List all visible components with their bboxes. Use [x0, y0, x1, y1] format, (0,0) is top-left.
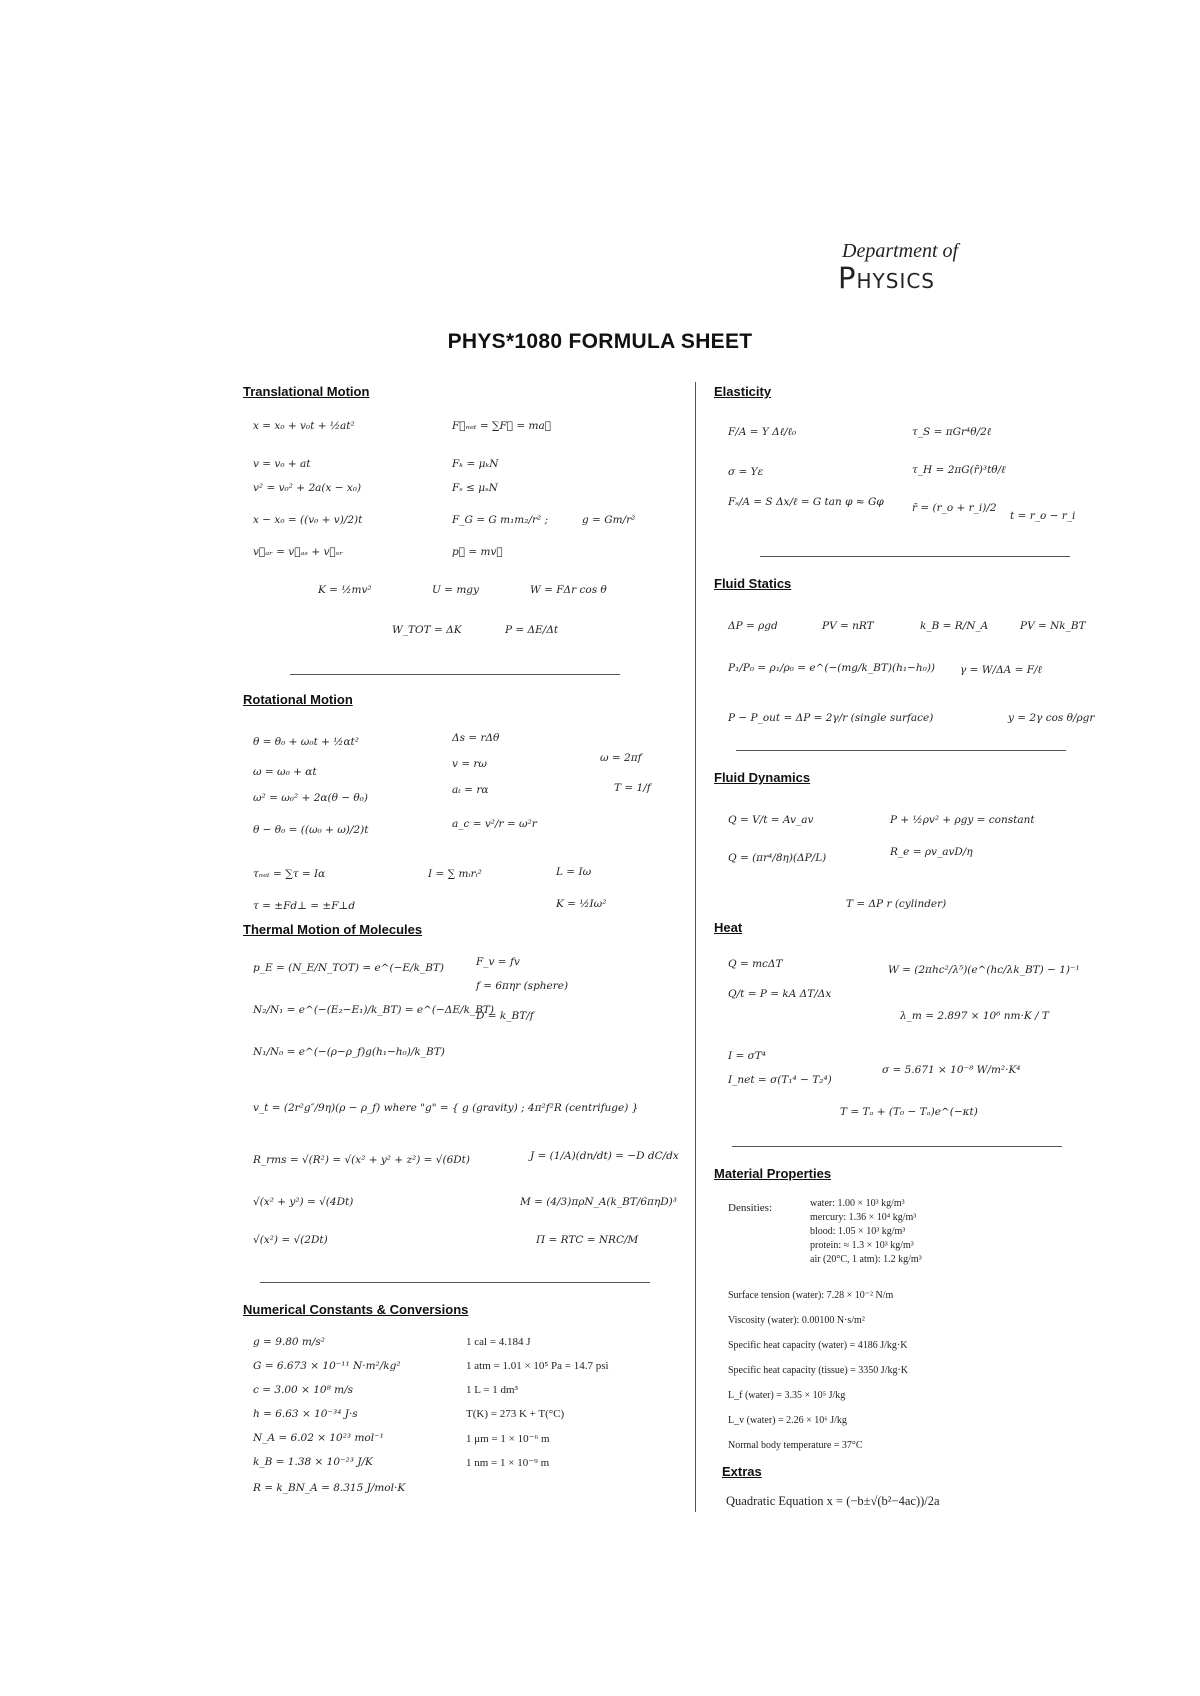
quadratic-equation: Quadratic Equation x = (−b±√(b²−4ac))/2a [726, 1494, 940, 1508]
translational-eq-1: x = x₀ + v₀t + ½at² [253, 420, 355, 432]
thermal-eq-13: Π = RTC = NRC/M [536, 1234, 639, 1246]
thermal-eq-12: √(x²) = √(2Dt) [253, 1234, 328, 1246]
conversion-2: 1 atm = 1.01 × 10⁵ Pa = 14.7 psi [466, 1360, 609, 1372]
rotational-eq-6: v = rω [452, 758, 487, 770]
thermal-eq-7: v_t = (2r²g″/9η)(ρ − ρ_f) where "g" = { g (gravity) ; 4π²f²R (centrifuge) } [253, 1102, 639, 1114]
thermal-eq-4: F_v = fv [476, 956, 520, 968]
rotational-eq-5: Δs = rΔθ [452, 732, 500, 744]
density-air: air (20°C, 1 atm): 1.2 kg/m³ [810, 1254, 922, 1265]
fluid-dynamics-eq-1: Q = V/t = Av_av [728, 814, 814, 826]
fluid-dynamics-eq-4: R_e = ρv_avD/η [890, 846, 973, 858]
heat-eq-3: W = (2πhc²/λ⁵)(e^(hc/λk_BT) − 1)⁻¹ [888, 964, 1080, 976]
thermal-eq-5: f = 6πηr (sphere) [476, 980, 569, 992]
translational-eq-8: Fₛ ≤ μₛN [452, 482, 498, 494]
conversion-5: 1 μm = 1 × 10⁻⁶ m [466, 1433, 550, 1445]
elasticity-eq-3: Fₛ/A = S Δx/ℓ = G tan φ ≈ Gφ [728, 496, 884, 508]
constant-3: c = 3.00 × 10⁸ m/s [253, 1384, 353, 1396]
rotational-eq-14: τ = ±Fd⊥ = ±F⊥d [253, 900, 356, 912]
constant-1: g = 9.80 m/s² [253, 1336, 326, 1348]
constant-7: R = k_BN_A = 8.315 J/mol·K [253, 1482, 406, 1494]
department-name: Physics [838, 261, 935, 295]
elasticity-eq-7: t = r_o − r_i [1010, 510, 1076, 522]
translational-eq-5: v⃗ₐᵣ = v⃗ₐₛ + v⃗ₛᵣ [253, 546, 343, 558]
translational-eq-14: W = FΔr cos θ [530, 584, 607, 596]
rotational-eq-3: ω² = ω₀² + 2α(θ − θ₀) [253, 792, 368, 804]
translational-eq-2: v = v₀ + at [253, 458, 311, 470]
rotational-eq-4: θ − θ₀ = ((ω₀ + ω)/2)t [253, 824, 369, 836]
constant-5: N_A = 6.02 × 10²³ mol⁻¹ [253, 1432, 384, 1444]
rotational-eq-1: θ = θ₀ + ω₀t + ½αt² [253, 736, 359, 748]
conversion-1: 1 cal = 4.184 J [466, 1336, 531, 1348]
elasticity-eq-5: τ_H = 2πG(r̄)³tθ/ℓ [912, 464, 1006, 476]
translational-eq-16: P = ΔE/Δt [505, 624, 559, 636]
translational-eq-10: g = Gm/r² [582, 514, 636, 526]
rotational-eq-2: ω = ω₀ + αt [253, 766, 317, 778]
divider-heat [732, 1146, 1062, 1147]
heat-eq-1: Q = mcΔT [728, 958, 783, 970]
divider-translational [290, 674, 620, 675]
rotational-eq-13: L = Iω [556, 866, 592, 878]
property-surface-tension: Surface tension (water): 7.28 × 10⁻² N/m [728, 1290, 894, 1301]
fluid-dynamics-eq-2: P + ½ρv² + ρgy = constant [890, 814, 1035, 826]
property-body-temperature: Normal body temperature = 37°C [728, 1440, 863, 1451]
property-viscosity: Viscosity (water): 0.00100 N·s/m² [728, 1315, 865, 1326]
thermal-eq-9: J = (1/A)(dn/dt) = −D dC/dx [530, 1150, 679, 1162]
elasticity-eq-4: τ_S = πGr⁴θ/2ℓ [912, 426, 992, 438]
fluid-statics-eq-3: k_B = R/N_A [920, 620, 989, 632]
heat-eq-5: I = σT⁴ [728, 1050, 767, 1062]
elasticity-eq-6: r̄ = (r_o + r_i)/2 [912, 502, 997, 514]
constant-2: G = 6.673 × 10⁻¹¹ N·m²/kg² [253, 1360, 401, 1372]
fluid-statics-eq-2: PV = nRT [822, 620, 874, 632]
fluid-statics-eq-4: PV = Nk_BT [1020, 620, 1086, 632]
translational-eq-6: F⃗ₙₑₜ = ∑F⃗ = ma⃗ [452, 420, 552, 432]
fluid-statics-eq-8: y = 2γ cos θ/ρgr [1008, 712, 1095, 724]
elasticity-eq-1: F/A = Y Δℓ/ℓ₀ [728, 426, 797, 438]
section-rotational-motion: Rotational Motion [243, 692, 353, 707]
density-blood: blood: 1.05 × 10³ kg/m³ [810, 1226, 906, 1237]
fluid-statics-eq-5: P₁/P₀ = ρ₁/ρ₀ = e^(−(mg/k_BT)(h₁−h₀)) [728, 662, 936, 674]
fluid-dynamics-eq-5: T = ΔP r (cylinder) [846, 898, 947, 910]
constant-4: h = 6.63 × 10⁻³⁴ J·s [253, 1408, 358, 1420]
fluid-statics-eq-6: γ = W/ΔA = F/ℓ [960, 664, 1042, 676]
section-heat: Heat [714, 920, 743, 935]
rotational-eq-12: I = ∑ mᵢrᵢ² [428, 868, 482, 880]
density-protein: protein: ≈ 1.3 × 10³ kg/m³ [810, 1240, 914, 1251]
section-thermal-motion: Thermal Motion of Molecules [243, 922, 423, 937]
elasticity-eq-2: σ = Yε [728, 466, 764, 478]
translational-eq-11: p⃗ = mv⃗ [452, 546, 503, 558]
section-constants: Numerical Constants & Conversions [243, 1302, 469, 1317]
rotational-eq-8: a_c = v²/r = ω²r [452, 818, 537, 830]
thermal-eq-10: √(x² + y²) = √(4Dt) [253, 1196, 354, 1208]
heat-eq-6: I_net = σ(T₁⁴ − T₂⁴) [728, 1074, 832, 1086]
thermal-eq-8: R_rms = √(R²) = √(x² + y² + z²) = √(6Dt) [253, 1154, 470, 1166]
section-elasticity: Elasticity [714, 384, 772, 399]
fluid-statics-eq-7: P − P_out = ΔP = 2γ/r (single surface) [728, 712, 934, 724]
department-line: Department of [842, 240, 959, 262]
divider-thermal [260, 1282, 650, 1283]
conversion-3: 1 L = 1 dm³ [466, 1384, 518, 1396]
property-latent-fusion: L_f (water) = 3.35 × 10⁵ J/kg [728, 1390, 846, 1401]
translational-eq-9: F_G = G m₁m₂/r² ; [452, 514, 549, 526]
department-logo [838, 240, 1038, 295]
section-extras: Extras [722, 1464, 762, 1479]
translational-eq-13: U = mgy [432, 584, 479, 596]
thermal-eq-6: D = k_BT/f [476, 1010, 534, 1022]
conversion-6: 1 nm = 1 × 10⁻⁹ m [466, 1457, 550, 1469]
section-material-properties: Material Properties [714, 1166, 832, 1181]
rotational-eq-9: ω = 2πf [600, 752, 642, 764]
rotational-eq-10: T = 1/f [614, 782, 651, 794]
translational-eq-4: x − x₀ = ((v₀ + v)/2)t [253, 514, 363, 526]
rotational-eq-11: τₙₑₜ = ∑τ = Iα [253, 868, 326, 880]
property-specific-heat-tissue: Specific heat capacity (tissue) = 3350 J/kg·K [728, 1365, 909, 1376]
property-specific-heat-water: Specific heat capacity (water) = 4186 J/kg·K [728, 1340, 908, 1351]
section-fluid-statics: Fluid Statics [714, 576, 792, 591]
divider-elasticity [760, 556, 1070, 557]
page-title: PHYS*1080 FORMULA SHEET [447, 330, 753, 353]
density-mercury: mercury: 1.36 × 10⁴ kg/m³ [810, 1212, 917, 1223]
density-water: water: 1.00 × 10³ kg/m³ [810, 1198, 905, 1209]
translational-eq-15: W_TOT = ΔK [392, 624, 462, 636]
heat-eq-4: λ_m = 2.897 × 10⁶ nm·K / T [900, 1010, 1049, 1022]
thermal-eq-3: N₁/N₀ = e^(−(ρ−ρ_f)g(h₁−h₀)/k_BT) [253, 1046, 445, 1058]
thermal-eq-1: p_E = (N_E/N_TOT) = e^(−E/k_BT) [253, 962, 445, 974]
rotational-eq-15: K = ½Iω² [556, 898, 607, 910]
conversion-4: T(K) = 273 K + T(°C) [466, 1408, 565, 1420]
densities-label: Densities: [728, 1202, 772, 1214]
section-fluid-dynamics: Fluid Dynamics [714, 770, 811, 785]
thermal-eq-11: M = (4/3)πρN_A(k_BT/6πηD)³ [520, 1196, 677, 1208]
heat-eq-2: Q/t = P = kA ΔT/Δx [728, 988, 832, 1000]
section-translational-motion: Translational Motion [243, 384, 370, 399]
heat-eq-7: σ = 5.671 × 10⁻⁸ W/m²·K⁴ [882, 1064, 1021, 1076]
fluid-dynamics-eq-3: Q = (πr⁴/8η)(ΔP/L) [728, 852, 827, 864]
constant-6: k_B = 1.38 × 10⁻²³ J/K [253, 1456, 373, 1468]
property-latent-vaporization: L_v (water) = 2.26 × 10⁶ J/kg [728, 1415, 847, 1426]
heat-eq-8: T = Tₐ + (T₀ − Tₐ)e^(−κt) [840, 1106, 978, 1118]
rotational-eq-7: aₜ = rα [452, 784, 489, 796]
fluid-statics-eq-1: ΔP = ρgd [728, 620, 778, 632]
thermal-eq-2: N₂/N₁ = e^(−(E₂−E₁)/k_BT) = e^(−ΔE/k_BT) [253, 1004, 495, 1016]
translational-eq-7: Fₖ = μₖN [452, 458, 499, 470]
divider-fluid-statics [736, 750, 1066, 751]
translational-eq-3: v² = v₀² + 2a(x − x₀) [253, 482, 362, 494]
translational-eq-12: K = ½mv² [318, 584, 372, 596]
column-divider [695, 382, 696, 1512]
